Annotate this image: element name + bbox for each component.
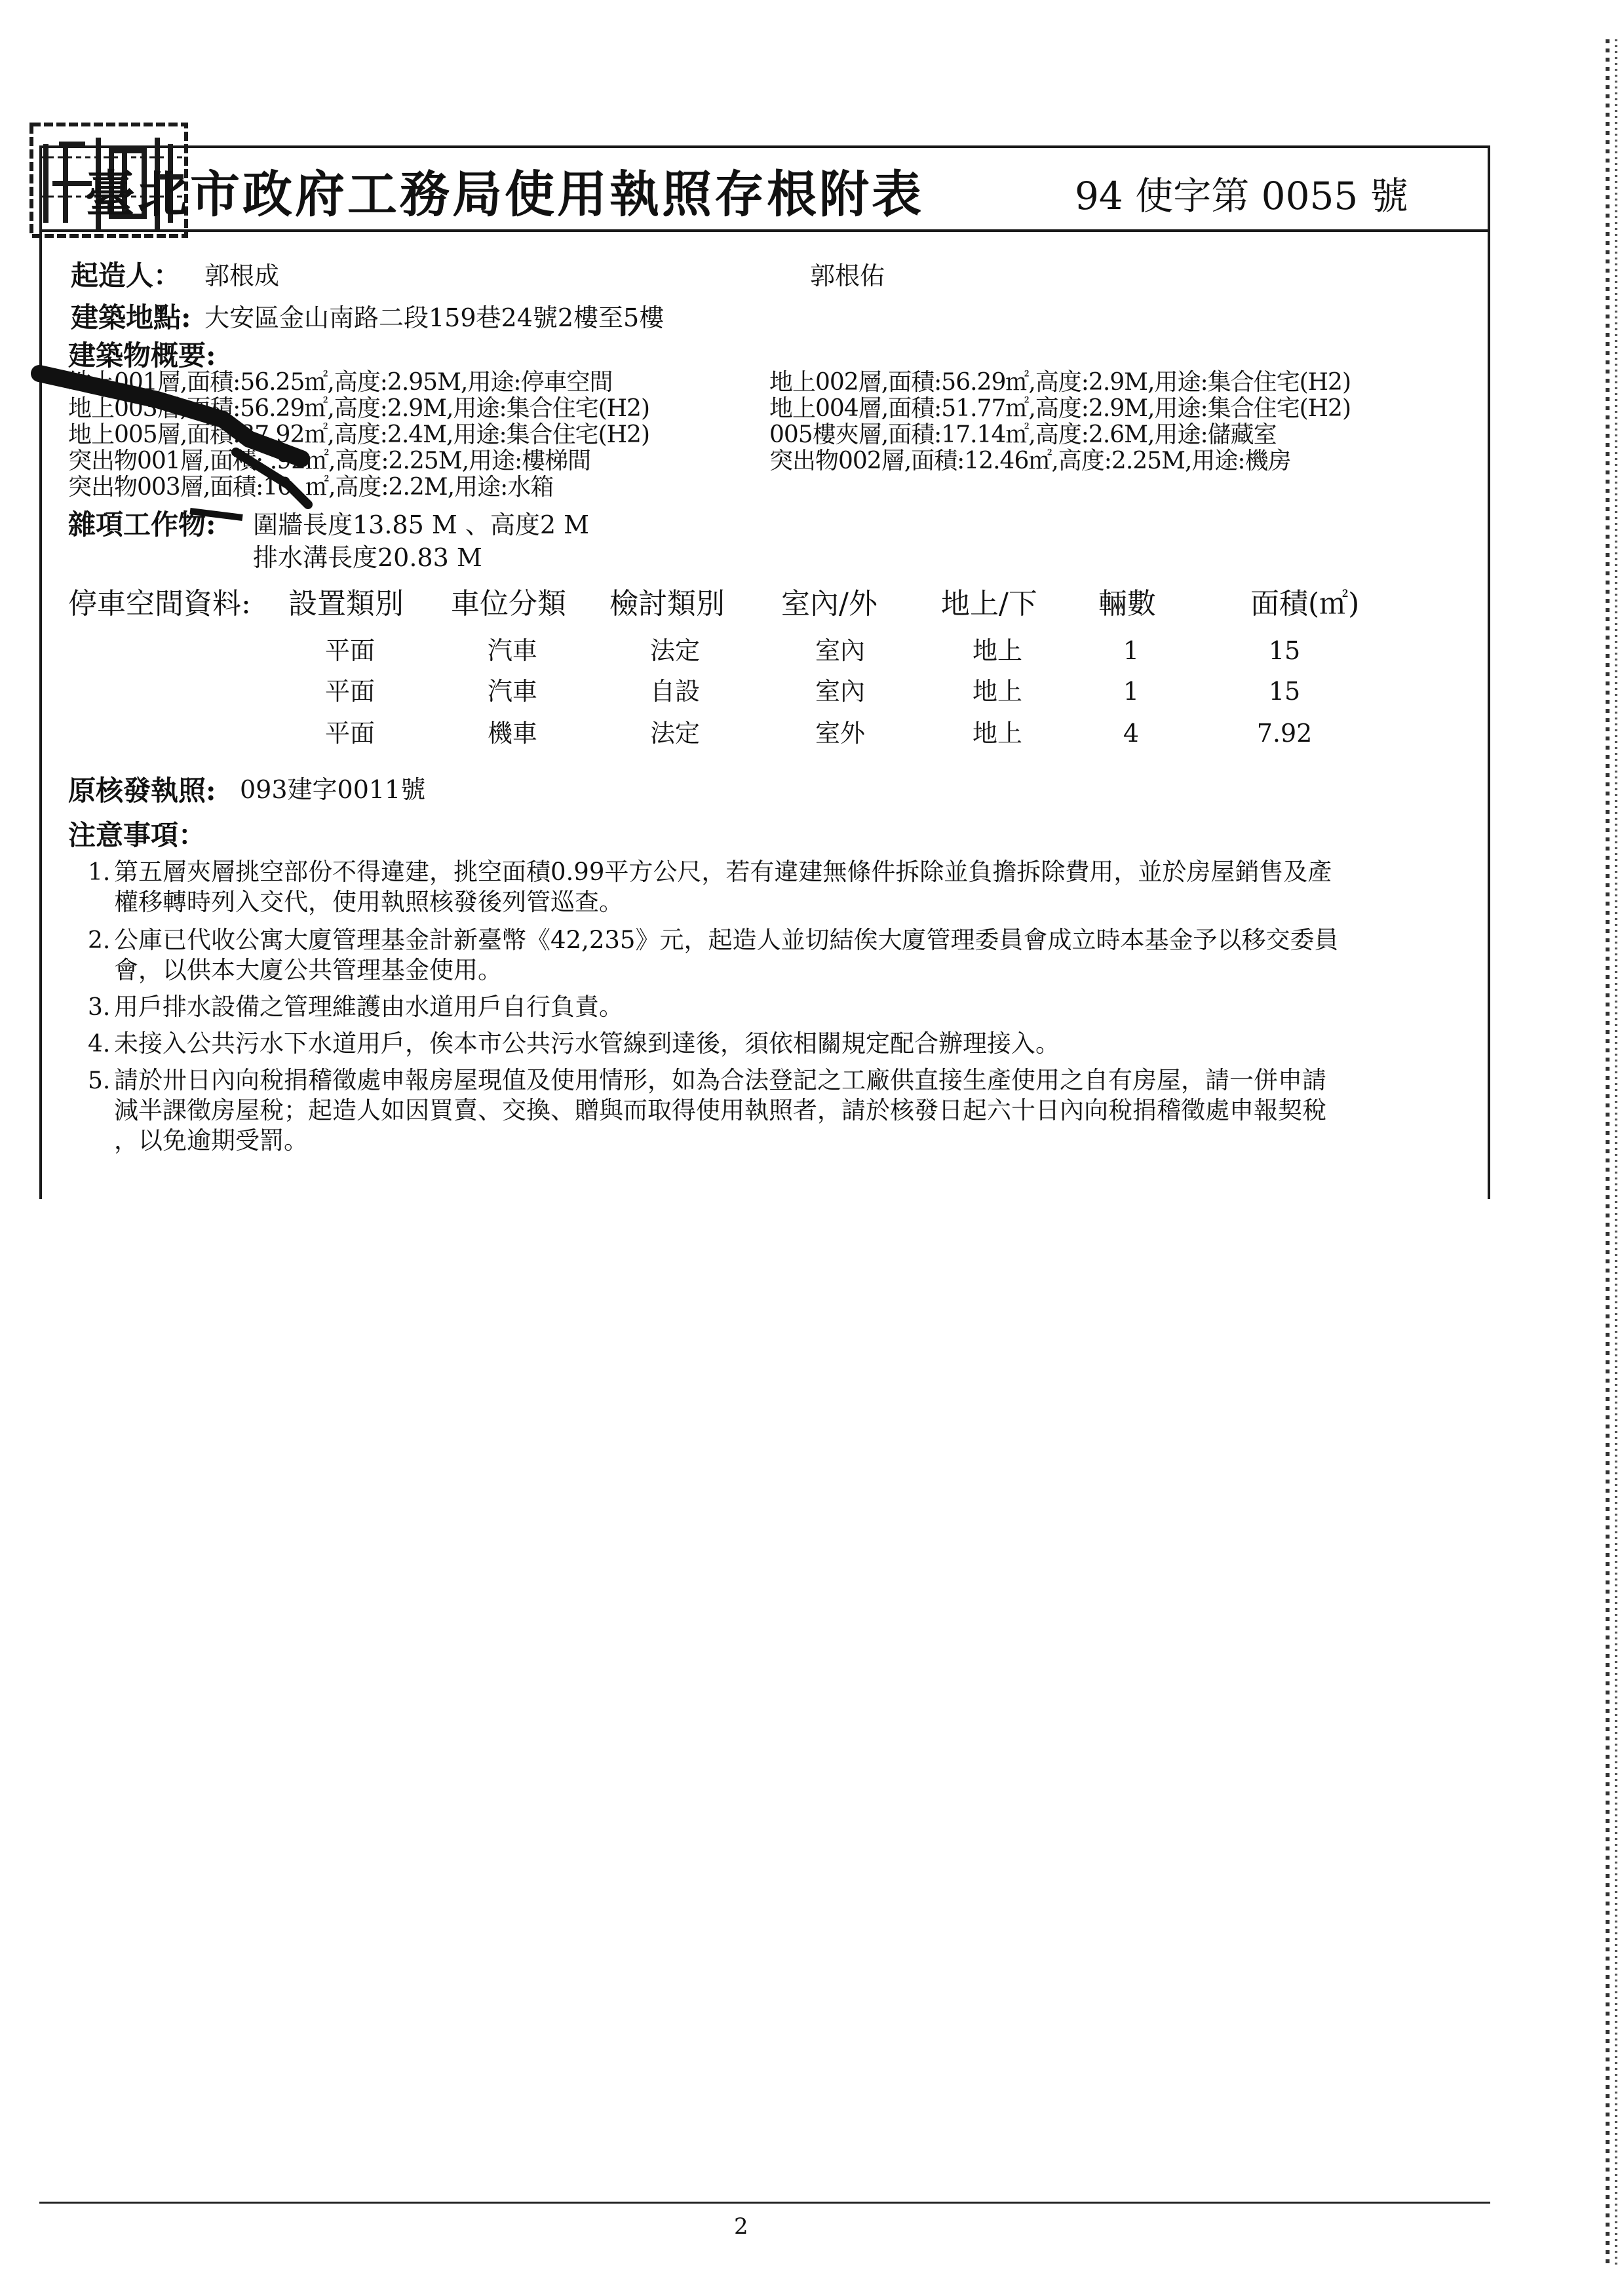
parking-cell: 地上 bbox=[972, 719, 1022, 748]
scan-mark bbox=[26, 354, 315, 524]
parking-cell: 自設 bbox=[649, 677, 700, 706]
note-number: 4. bbox=[88, 1031, 111, 1058]
parking-header: 輛數 bbox=[1098, 587, 1156, 621]
parking-cell: 機車 bbox=[487, 719, 537, 748]
note-line: ，以免逾期受罰。 bbox=[114, 1126, 308, 1155]
overview-left-line: 突出物003層,面積:10. ㎡,高度:2.2M,用途:水箱 bbox=[68, 474, 554, 501]
parking-header: 設置類別 bbox=[288, 587, 404, 621]
overview-right-line: 地上002層,面積:56.29㎡,高度:2.9M,用途:集合住宅(H2) bbox=[769, 369, 1351, 396]
parking-cell: 4 bbox=[1123, 719, 1140, 748]
note-line: 用戶排水設備之管理維護由水道用戶自行負責。 bbox=[114, 993, 623, 1021]
parking-cell: 汽車 bbox=[487, 636, 537, 665]
scan-edge-artifact bbox=[1606, 39, 1610, 2267]
overview-right-line: 突出物002層,面積:12.46㎡,高度:2.25M,用途:機房 bbox=[769, 448, 1291, 474]
misc-works-label: 雜項工作物: bbox=[68, 508, 216, 541]
parking-cell: 15 bbox=[1268, 636, 1301, 665]
note-line: 請於卅日內向稅捐稽徵處申報房屋現值及使用情形，如為合法登記之工廠供直接生產使用之自有房屋，請一併申請 bbox=[114, 1066, 1326, 1094]
applicant-label: 起造人： bbox=[71, 259, 182, 292]
overview-left-line: 突出物001層,面積: .92㎡,高度:2.25M,用途:樓梯間 bbox=[68, 448, 591, 474]
parking-cell: 平面 bbox=[324, 636, 375, 665]
parking-label: 停車空間資料: bbox=[68, 587, 251, 621]
parking-header: 檢討類別 bbox=[609, 587, 725, 621]
parking-header: 面積(㎡) bbox=[1250, 587, 1360, 621]
parking-cell: 室內 bbox=[815, 636, 865, 665]
note-line: 公庫已代收公寓大廈管理基金計新臺幣《42,235》元，起造人並切結俟大廈管理委員會成立時本基金予以移交委員 bbox=[114, 926, 1339, 954]
parking-cell: 汽車 bbox=[487, 677, 537, 706]
note-number: 3. bbox=[88, 994, 111, 1021]
parking-cell: 7.92 bbox=[1256, 719, 1313, 748]
parking-cell: 1 bbox=[1123, 636, 1140, 665]
parking-header: 車位分類 bbox=[451, 587, 566, 621]
misc-works-line: 排水溝長度20.83 M bbox=[253, 543, 482, 572]
parking-header: 地上/下 bbox=[941, 587, 1037, 621]
overview-left-line: 地上001層,面積:56.25㎡,高度:2.95M,用途:停車空間 bbox=[68, 369, 613, 396]
notes-label: 注意事項： bbox=[68, 819, 206, 851]
parking-cell: 法定 bbox=[649, 636, 700, 665]
permit-number: 94 使字第 0055 號 bbox=[1075, 174, 1408, 218]
parking-cell: 法定 bbox=[649, 719, 700, 748]
note-number: 5. bbox=[88, 1067, 111, 1094]
note-number: 1. bbox=[88, 859, 111, 886]
misc-works-line: 圍牆長度13.85 M 、高度2 M bbox=[253, 510, 590, 539]
overview-right-line: 地上004層,面積:51.77㎡,高度:2.9M,用途:集合住宅(H2) bbox=[769, 395, 1351, 422]
note-line: 第五層夾層挑空部份不得違建，挑空面積0.99平方公尺，若有違建無條件拆除並負擔拆除費用，並於房屋銷售及產 bbox=[114, 858, 1332, 886]
overview-right-line: 005樓夾層,面積:17.14㎡,高度:2.6M,用途:儲藏室 bbox=[769, 421, 1277, 448]
note-number: 2. bbox=[88, 927, 111, 954]
parking-header: 室內/外 bbox=[781, 587, 878, 621]
parking-cell: 地上 bbox=[972, 677, 1022, 706]
site-address: 大安區金山南路二段159巷24號2樓至5樓 bbox=[204, 303, 665, 332]
parking-cell: 室內 bbox=[815, 677, 865, 706]
note-line: 會，以供本大廈公共管理基金使用。 bbox=[114, 956, 502, 984]
overview-label: 建築物概要: bbox=[68, 339, 216, 372]
applicant-name-2: 郭根佑 bbox=[810, 261, 885, 290]
parking-cell: 1 bbox=[1123, 677, 1140, 706]
parking-cell: 室外 bbox=[815, 719, 865, 748]
parking-cell: 平面 bbox=[324, 719, 375, 748]
parking-cell: 15 bbox=[1268, 677, 1301, 706]
original-permit-number: 093建字0011號 bbox=[240, 775, 426, 804]
note-line: 未接入公共污水下水道用戶，俟本市公共污水管線到達後，須依相關規定配合辦理接入。 bbox=[114, 1029, 1060, 1058]
note-line: 減半課徵房屋稅；起造人如因買賣、交換、贈與而取得使用執照者，請於核發日起六十日內向稅捐稽徵處申報契稅 bbox=[114, 1096, 1326, 1124]
parking-cell: 平面 bbox=[324, 677, 375, 706]
scan-edge-artifact bbox=[1615, 39, 1617, 2267]
footer-rule bbox=[39, 2202, 1490, 2204]
document-title: 臺北市政府工務局使用執照存根附表 bbox=[85, 165, 924, 223]
overview-left-line: 地上003層,面積:56.29㎡,高度:2.9M,用途:集合住宅(H2) bbox=[68, 395, 649, 422]
site-label: 建築地點: bbox=[71, 301, 191, 334]
overview-left-line: 地上005層,面積:37.92㎡,高度:2.4M,用途:集合住宅(H2) bbox=[68, 421, 649, 448]
original-permit-label: 原核發執照: bbox=[68, 775, 216, 807]
parking-cell: 地上 bbox=[972, 636, 1022, 665]
applicant-name-1: 郭根成 bbox=[204, 261, 280, 290]
note-line: 權移轉時列入交代，使用執照核發後列管巡查。 bbox=[114, 888, 623, 916]
page-number: 2 bbox=[734, 2213, 748, 2240]
